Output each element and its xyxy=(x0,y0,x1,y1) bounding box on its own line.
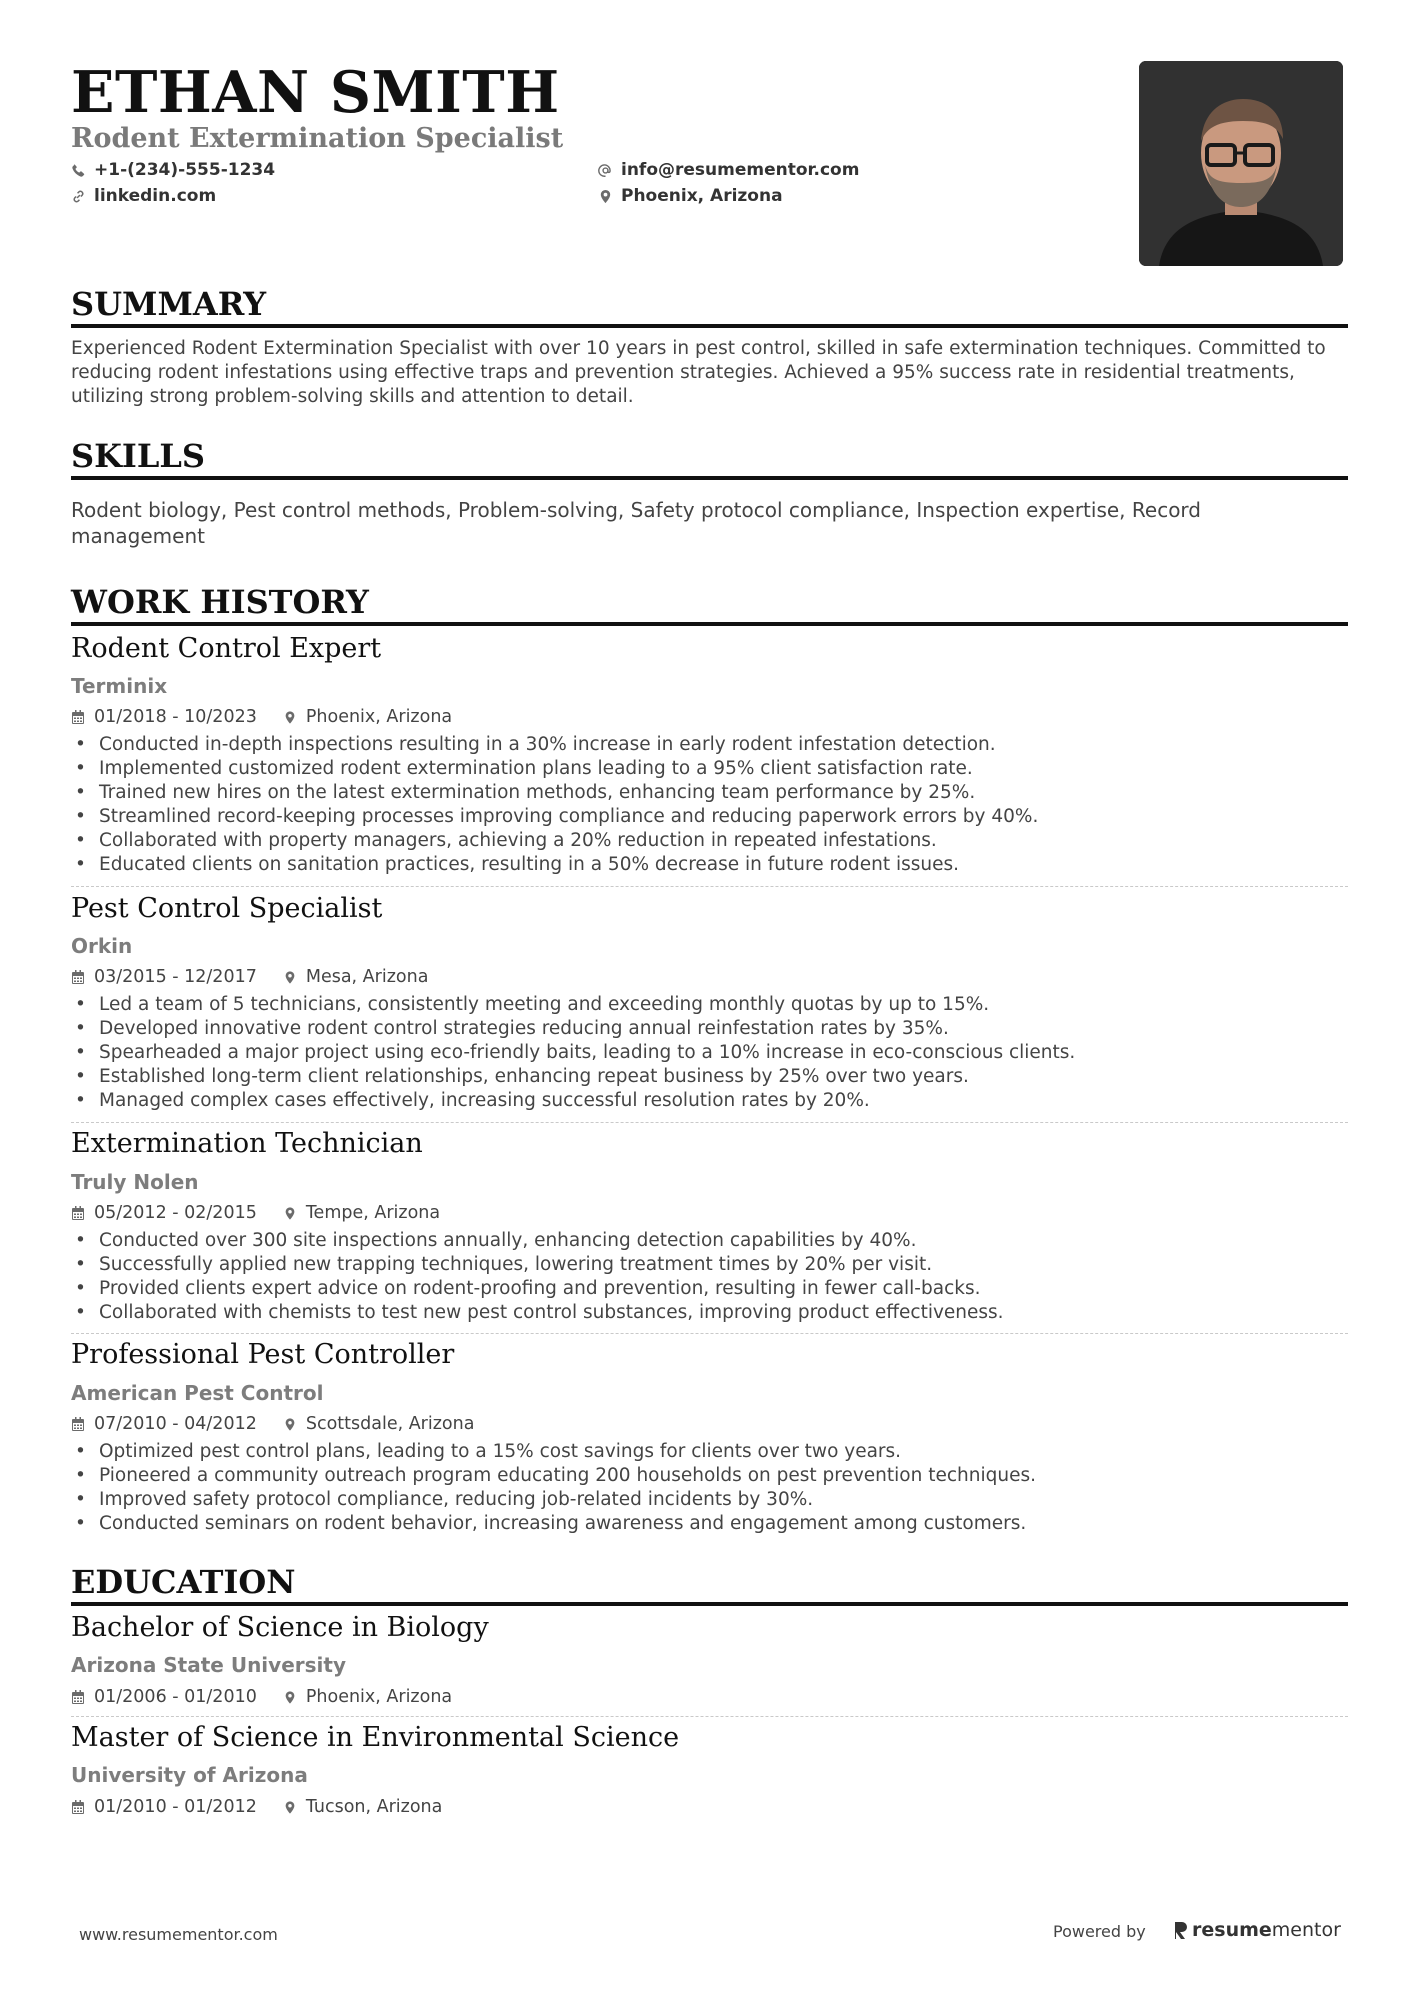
education-location: Phoenix, Arizona xyxy=(305,1687,453,1707)
job-title: Professional Pest Controller xyxy=(71,1339,455,1370)
job-location: Tempe, Arizona xyxy=(305,1203,441,1223)
summary-text: Experienced Rodent Extermination Specialist with over 10 years in pest control, skilled in safe extermination techniques. Committed to reducing rodent infestations using effective traps and prevention strategies. Achieved a 95% success rate in residential treatments, utilizing strong problem-solving skills and attention to detail. xyxy=(71,338,1326,407)
skills-text: Rodent biology, Pest control methods, Problem-solving, Safety protocol compliance, Inspection expertise, Record management xyxy=(71,498,1201,548)
divider xyxy=(71,1122,1348,1123)
job-location: Mesa, Arizona xyxy=(305,967,429,987)
at-icon xyxy=(598,163,613,178)
education-meta xyxy=(71,1686,452,1708)
job-title: Extermination Technician xyxy=(71,1128,423,1159)
job-company: Orkin xyxy=(71,934,133,958)
list-item: • Trained new hires on the latest extermination methods, enhancing team performance by 25%. xyxy=(71,781,1348,805)
calendar-icon xyxy=(71,1800,85,1815)
education-degree: Bachelor of Science in Biology xyxy=(71,1612,489,1643)
list-item: • Managed complex cases effectively, increasing successful resolution rates by 20%. xyxy=(71,1089,1348,1113)
list-item: • Provided clients expert advice on rodent-proofing and prevention, resulting in fewer call-backs. xyxy=(71,1277,1348,1301)
list-item: • Successfully applied new trapping techniques, lowering treatment times by 20% per visit. xyxy=(71,1253,1348,1277)
job-meta xyxy=(71,1413,474,1435)
list-item: • Spearheaded a major project using eco-friendly baits, leading to a 10% increase in eco-conscious clients. xyxy=(71,1041,1348,1065)
education-heading: EDUCATION xyxy=(71,1562,1348,1606)
profile-photo-illustration xyxy=(1139,61,1343,266)
location-pin-icon xyxy=(283,1417,297,1432)
job-location: Scottsdale, Arizona xyxy=(305,1414,475,1434)
job-company: Truly Nolen xyxy=(71,1170,199,1194)
job-bullets xyxy=(71,1440,1348,1536)
link-icon xyxy=(71,189,86,204)
job-company: American Pest Control xyxy=(71,1381,324,1405)
summary-heading: SUMMARY xyxy=(71,284,1348,328)
location-pin-icon xyxy=(283,970,297,985)
calendar-icon xyxy=(71,1690,85,1705)
job-meta xyxy=(71,706,452,728)
calendar-icon xyxy=(71,1417,85,1432)
education-degree: Master of Science in Environmental Science xyxy=(71,1722,680,1753)
job-meta xyxy=(71,1202,440,1224)
list-item: • Conducted over 300 site inspections annually, enhancing detection capabilities by 40%. xyxy=(71,1229,1348,1253)
education-school: Arizona State University xyxy=(71,1653,346,1677)
skills-heading: SKILLS xyxy=(71,436,1348,480)
email-text[interactable]: info@resumementor.com xyxy=(621,160,860,180)
education-location: Tucson, Arizona xyxy=(305,1797,443,1817)
job-location: Phoenix, Arizona xyxy=(305,707,453,727)
divider xyxy=(71,1333,1348,1334)
location-pin-icon xyxy=(283,1690,297,1705)
list-item: • Optimized pest control plans, leading to a 15% cost savings for clients over two years. xyxy=(71,1440,1348,1464)
list-item: • Developed innovative rodent control strategies reducing annual reinfestation rates by 35%. xyxy=(71,1017,1348,1041)
linkedin-text[interactable]: linkedin.com xyxy=(94,186,217,206)
contact-email[interactable] xyxy=(598,159,859,181)
contact-location xyxy=(598,185,783,207)
phone-text: +1-(234)-555-1234 xyxy=(94,160,276,180)
list-item: • Improved safety protocol compliance, reducing job-related incidents by 30%. xyxy=(71,1488,1348,1512)
calendar-icon xyxy=(71,710,85,725)
list-item: • Conducted in-depth inspections resulting in a 30% increase in early rodent infestation detection. xyxy=(71,733,1348,757)
list-item: • Pioneered a community outreach program educating 200 households on pest prevention techniques. xyxy=(71,1464,1348,1488)
list-item: • Implemented customized rodent extermination plans leading to a 95% client satisfaction rate. xyxy=(71,757,1348,781)
footer-powered-by: Powered by xyxy=(1053,1922,1146,1941)
location-pin-icon xyxy=(283,1206,297,1221)
job-company: Terminix xyxy=(71,674,168,698)
location-pin-icon xyxy=(283,710,297,725)
candidate-name: ETHAN SMITH xyxy=(71,59,560,126)
list-item: • Streamlined record-keeping processes improving compliance and reducing paperwork errors by 40%. xyxy=(71,805,1348,829)
job-dates: 01/2018 - 10/2023 xyxy=(94,707,257,727)
job-dates: 05/2012 - 02/2015 xyxy=(94,1203,257,1223)
job-title: Rodent Control Expert xyxy=(71,633,382,664)
calendar-icon xyxy=(71,970,85,985)
education-dates: 01/2006 - 01/2010 xyxy=(94,1687,257,1707)
education-school: University of Arizona xyxy=(71,1763,308,1787)
list-item: • Collaborated with chemists to test new pest control substances, improving product effectiveness. xyxy=(71,1301,1348,1325)
contact-phone xyxy=(71,159,275,181)
phone-icon xyxy=(71,163,86,178)
list-item: • Led a team of 5 technicians, consistently meeting and exceeding monthly quotas by up to 15%. xyxy=(71,993,1348,1017)
job-dates: 03/2015 - 12/2017 xyxy=(94,967,257,987)
location-pin-icon xyxy=(283,1800,297,1815)
calendar-icon xyxy=(71,1206,85,1221)
location-pin-icon xyxy=(598,189,613,204)
education-meta xyxy=(71,1796,442,1818)
job-bullets xyxy=(71,733,1348,877)
footer-website[interactable]: www.resumementor.com xyxy=(79,1925,278,1944)
contact-linkedin[interactable] xyxy=(71,185,216,207)
list-item: • Conducted seminars on rodent behavior, increasing awareness and engagement among customers. xyxy=(71,1512,1348,1536)
divider xyxy=(71,886,1348,887)
job-dates: 07/2010 - 04/2012 xyxy=(94,1414,257,1434)
job-meta xyxy=(71,966,428,988)
education-dates: 01/2010 - 01/2012 xyxy=(94,1797,257,1817)
job-bullets xyxy=(71,993,1348,1113)
work-history-heading: WORK HISTORY xyxy=(71,582,1348,626)
divider xyxy=(71,1716,1348,1717)
job-title: Pest Control Specialist xyxy=(71,893,383,924)
list-item: • Established long-term client relationships, enhancing repeat business by 25% over two years. xyxy=(71,1065,1348,1089)
brand-name-bold: resume xyxy=(1192,1919,1272,1941)
job-bullets xyxy=(71,1229,1348,1325)
list-item: • Educated clients on sanitation practices, resulting in a 50% decrease in future rodent issues. xyxy=(71,853,1348,877)
list-item: • Collaborated with property managers, achieving a 20% reduction in repeated infestations. xyxy=(71,829,1348,853)
location-text: Phoenix, Arizona xyxy=(621,186,783,206)
candidate-role: Rodent Extermination Specialist xyxy=(71,123,564,154)
profile-photo xyxy=(1139,61,1343,266)
brand-name-light: mentor xyxy=(1271,1919,1341,1941)
footer-brand-logo[interactable] xyxy=(1173,1919,1341,1941)
resumementor-logo-icon xyxy=(1173,1920,1189,1940)
resume-page xyxy=(71,0,1348,1995)
